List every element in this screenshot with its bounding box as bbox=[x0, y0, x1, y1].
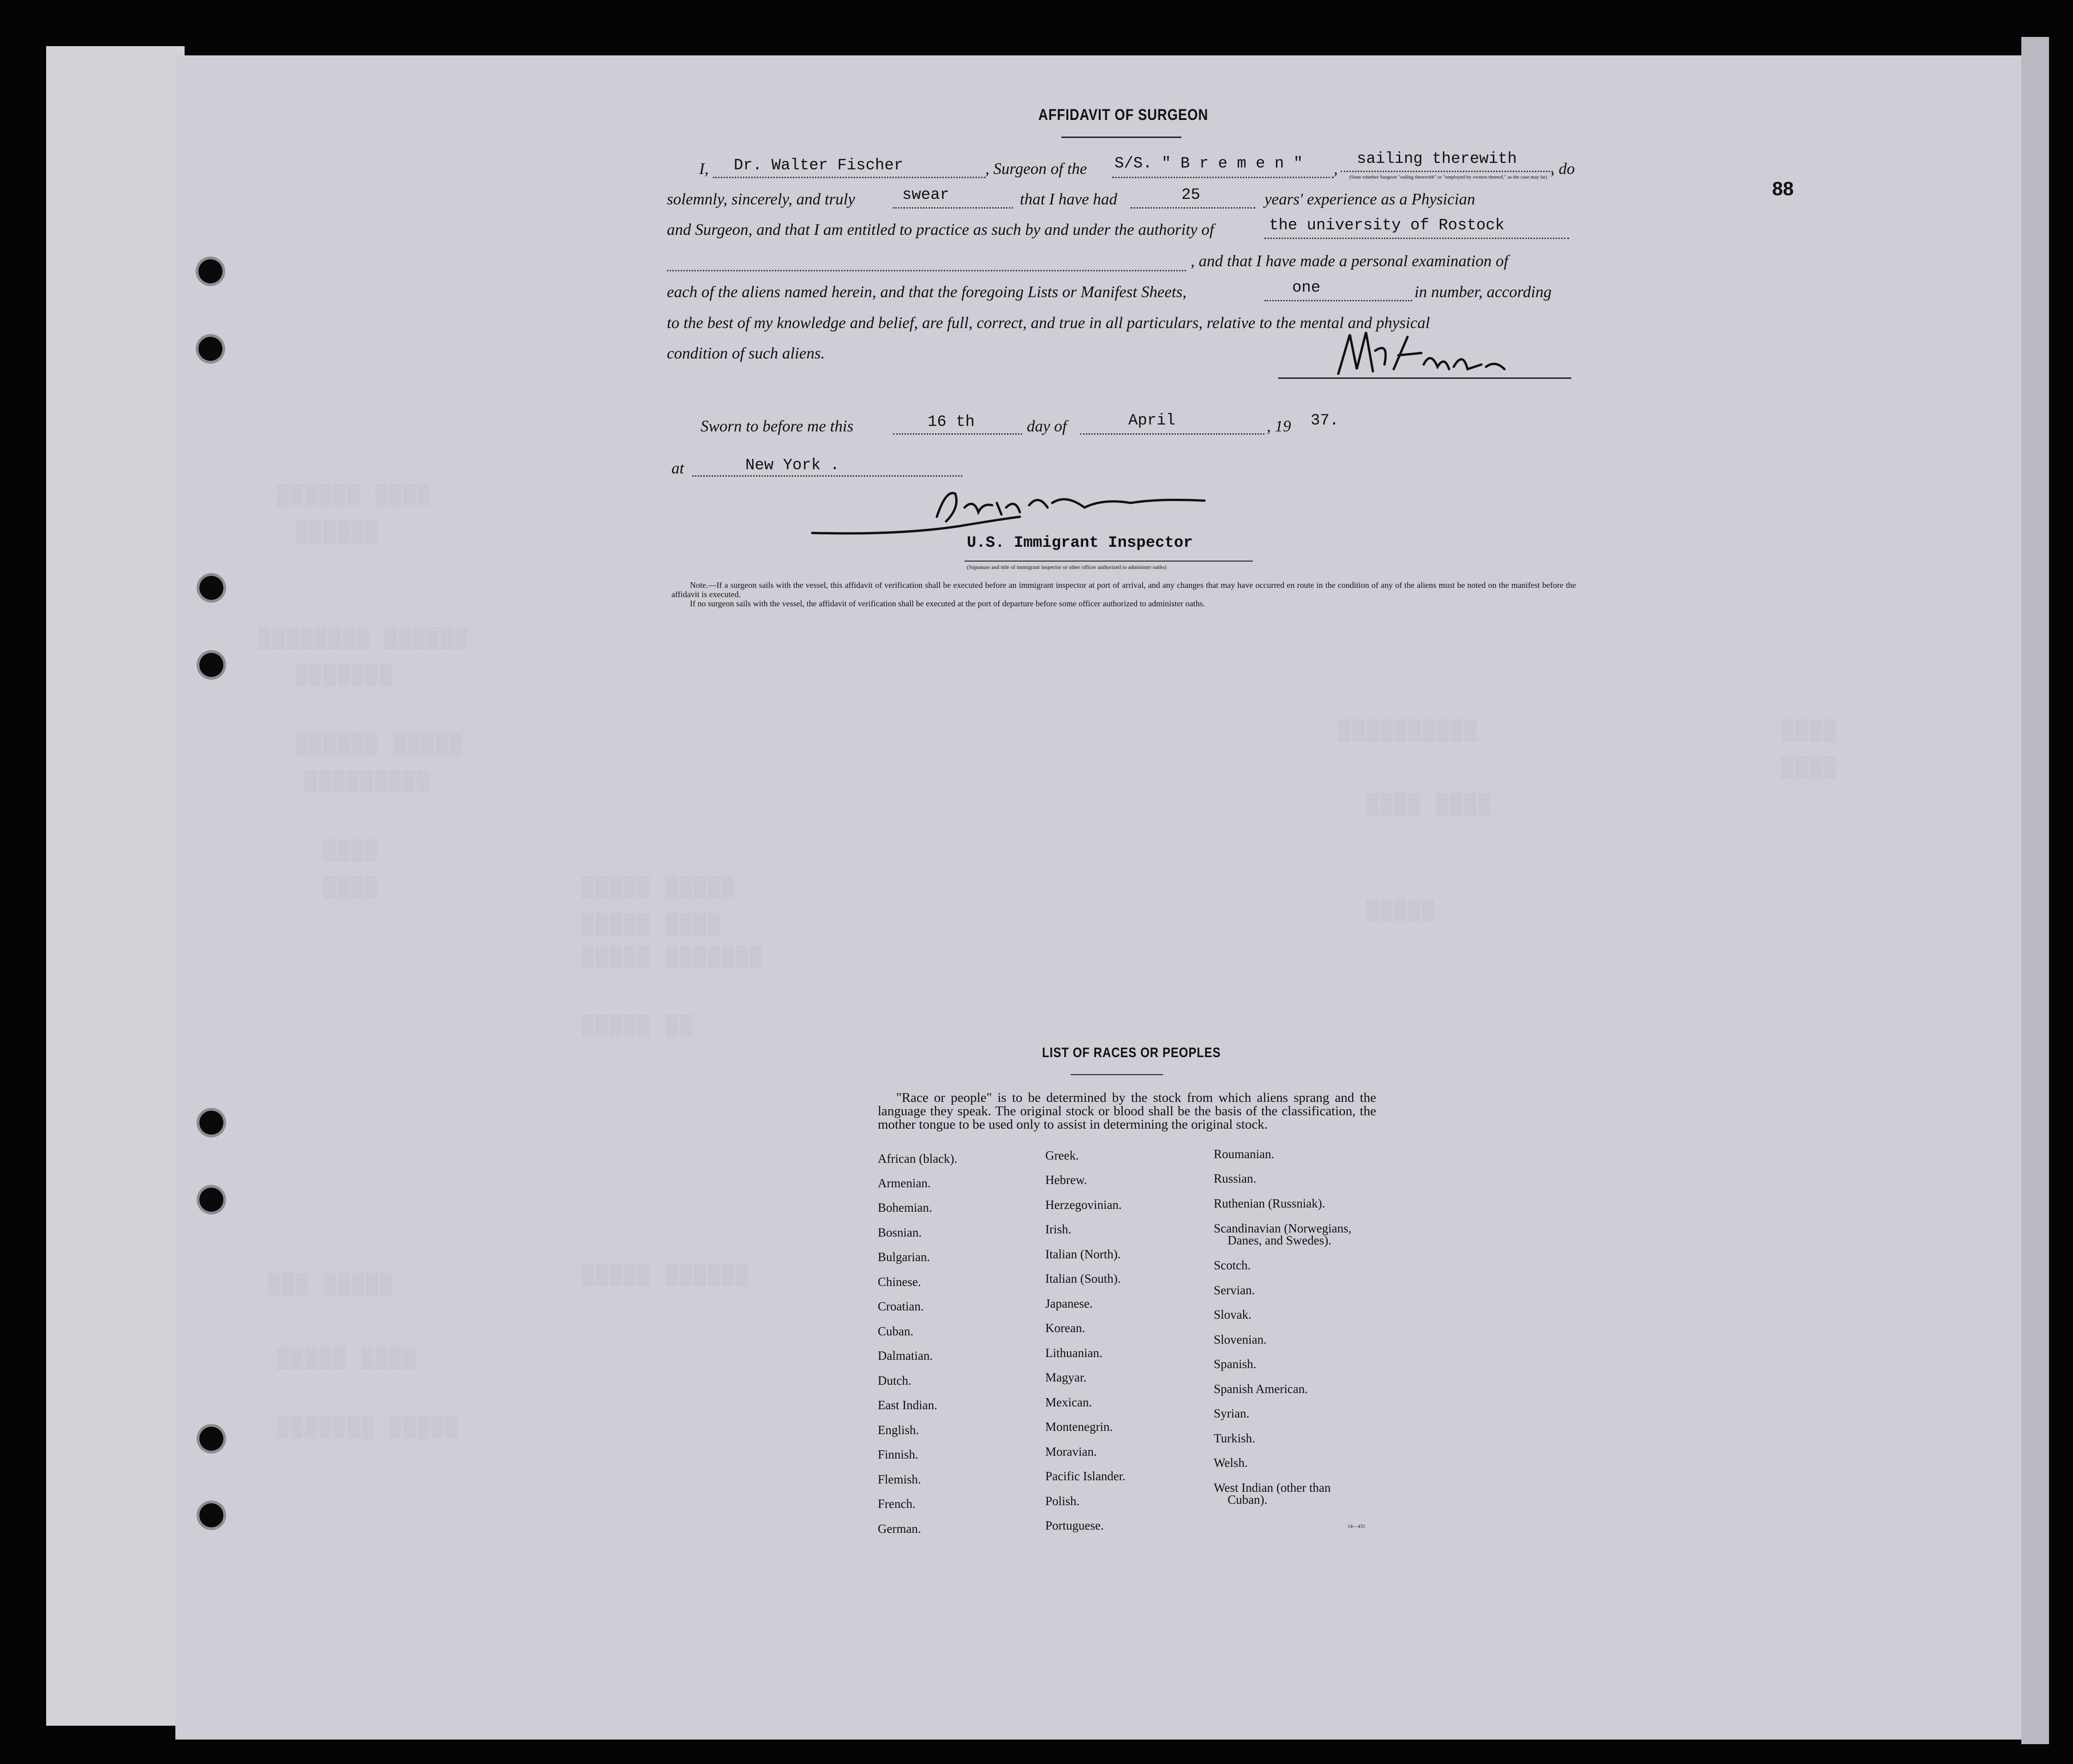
inspector-line bbox=[965, 561, 1253, 562]
manifest-page bbox=[175, 55, 2035, 1740]
race-item: Portuguese. bbox=[1045, 1519, 1104, 1532]
swear-line bbox=[893, 207, 1013, 209]
race-item: Flemish. bbox=[878, 1472, 921, 1486]
race-item: Danes, and Swedes). bbox=[1228, 1233, 1331, 1247]
race-item: Pacific Islander. bbox=[1045, 1469, 1126, 1483]
knowledge-text: to the best of my knowledge and belief, are full, correct, and true in all particulars, relative to the mental and physical bbox=[667, 314, 1430, 332]
at-label: at bbox=[671, 459, 684, 477]
race-item: Italian (South). bbox=[1045, 1272, 1121, 1286]
race-item: Slovak. bbox=[1214, 1308, 1252, 1322]
sworn-month: April bbox=[1128, 412, 1176, 430]
do-label: , do bbox=[1551, 160, 1575, 178]
race-item: East Indian. bbox=[878, 1398, 937, 1412]
sailing-status-note: (State whether Surgeon "sailing therewith" or "employed by owners thereof," as the case may be) bbox=[1349, 174, 1547, 180]
race-item: Bosnian. bbox=[878, 1226, 922, 1239]
race-item: English. bbox=[878, 1423, 919, 1437]
race-item: Scotch. bbox=[1214, 1258, 1251, 1272]
race-item: Armenian. bbox=[878, 1176, 931, 1190]
surgeon-name: Dr. Walter Fischer bbox=[734, 157, 904, 174]
sworn-text: Sworn to before me this bbox=[701, 417, 854, 435]
race-item: Cuban). bbox=[1228, 1493, 1268, 1507]
race-item: Turkish. bbox=[1214, 1431, 1255, 1445]
race-item: Cuban. bbox=[878, 1324, 914, 1338]
surgeon-of-label: , Surgeon of the bbox=[985, 160, 1087, 178]
affidavit-i-label: I, bbox=[699, 160, 709, 178]
binder-hole bbox=[199, 653, 223, 677]
race-item: Mexican. bbox=[1045, 1395, 1092, 1409]
races-intro: "Race or people" is to be determined by the stock from which aliens sprang and the language they speak. The original stock or blood shall be the basis of the classification, the mother tongue to be used only to assist in determining the original stock. bbox=[878, 1090, 1376, 1132]
race-item: Magyar. bbox=[1045, 1370, 1087, 1384]
race-item: Greek. bbox=[1045, 1148, 1079, 1162]
race-item: Russian. bbox=[1214, 1172, 1257, 1185]
binder-hole bbox=[199, 1111, 223, 1135]
back-page-edge bbox=[46, 46, 185, 1726]
race-item: Spanish American. bbox=[1214, 1382, 1308, 1396]
race-item: Hebrew. bbox=[1045, 1173, 1087, 1187]
binder-hole bbox=[199, 576, 223, 600]
race-item: French. bbox=[878, 1497, 916, 1511]
races-title-underline bbox=[1071, 1074, 1163, 1075]
years-line bbox=[1131, 207, 1255, 209]
page-number: 88 bbox=[1772, 178, 1794, 199]
race-item: African (black). bbox=[878, 1152, 958, 1166]
race-item: Scandinavian (Norwegians, bbox=[1214, 1221, 1352, 1235]
race-item: Irish. bbox=[1045, 1222, 1072, 1236]
solemnly-text: solemnly, sincerely, and truly bbox=[667, 190, 855, 208]
race-item: Bulgarian. bbox=[878, 1250, 930, 1264]
inspector-signature bbox=[808, 480, 1223, 540]
authority-text: and Surgeon, and that I am entitled to practice as such by and under the authority of bbox=[667, 221, 1214, 239]
sheet-count-line bbox=[1264, 300, 1412, 301]
examination-text: , and that I have made a personal examination of bbox=[1191, 252, 1509, 270]
note-line-2: If no surgeon sails with the vessel, the affidavit of verification shall be executed at the port of departure before some officer authorized to administer oaths. bbox=[690, 599, 1205, 608]
race-item: Herzegovinian. bbox=[1045, 1198, 1122, 1212]
condition-text: condition of such aliens. bbox=[667, 344, 825, 362]
ship-name-line bbox=[1112, 177, 1334, 178]
race-item: Bohemian. bbox=[878, 1201, 932, 1214]
binder-hole bbox=[198, 337, 222, 361]
have-had-text: that I have had bbox=[1020, 190, 1117, 208]
race-item: Lithuanian. bbox=[1045, 1346, 1102, 1360]
years-experience: 25 bbox=[1181, 186, 1200, 204]
race-item: Moravian. bbox=[1045, 1445, 1097, 1459]
surgeon-signature bbox=[1329, 323, 1523, 383]
sworn-day: 16 th bbox=[928, 413, 975, 431]
race-item: Roumanian. bbox=[1214, 1147, 1275, 1161]
binder-hole bbox=[199, 1503, 223, 1527]
authority-line-2 bbox=[667, 270, 1186, 271]
binder-hole bbox=[199, 1188, 223, 1212]
race-item: Finnish. bbox=[878, 1447, 918, 1461]
races-title: LIST OF RACES OR PEOPLES bbox=[1042, 1045, 1221, 1060]
authority: the university of Rostock bbox=[1269, 217, 1505, 234]
authority-line bbox=[1264, 238, 1569, 239]
in-number-text: in number, according bbox=[1414, 283, 1552, 301]
title-underline bbox=[1061, 137, 1181, 138]
place-line bbox=[692, 475, 962, 477]
sworn-year: 37. bbox=[1311, 412, 1339, 430]
form-code: 14—431 bbox=[1348, 1524, 1366, 1529]
day-of-text: day of bbox=[1027, 417, 1067, 435]
race-item: Slovenian. bbox=[1214, 1333, 1267, 1346]
affidavit-title: AFFIDAVIT OF SURGEON bbox=[1038, 106, 1209, 124]
race-item: Polish. bbox=[1045, 1494, 1080, 1508]
manifest-sheets-text: each of the aliens named herein, and that the foregoing Lists or Manifest Sheets, bbox=[667, 283, 1187, 301]
sheet-count: one bbox=[1292, 279, 1321, 297]
race-item: Montenegrin. bbox=[1045, 1420, 1113, 1434]
race-item: Dutch. bbox=[878, 1374, 911, 1387]
affidavit-note bbox=[671, 580, 1576, 608]
race-item: Syrian. bbox=[1214, 1406, 1250, 1420]
sworn-month-line bbox=[1080, 433, 1264, 435]
race-item: Italian (North). bbox=[1045, 1247, 1121, 1261]
race-item: Ruthenian (Russniak). bbox=[1214, 1196, 1325, 1210]
race-item: Croatian. bbox=[878, 1299, 924, 1313]
oath-type: swear bbox=[902, 186, 950, 204]
note-line-1: Note.—If a surgeon sails with the vessel, this affidavit of verification shall be executed before an immigrant inspector at port of arrival, and any changes that may have occurred en route in the condition of any of the aliens must be noted on the manifest before the affidavit is executed. bbox=[671, 580, 1576, 599]
experience-text: years' experience as a Physician bbox=[1264, 190, 1475, 208]
inspector-title: U.S. Immigrant Inspector bbox=[967, 534, 1193, 552]
race-item: Servian. bbox=[1214, 1283, 1255, 1297]
sworn-place: New York . bbox=[745, 457, 840, 474]
binder-hole bbox=[199, 1427, 223, 1451]
race-item: German. bbox=[878, 1522, 921, 1536]
inspector-caption: (Signature and title of immigrant inspector or other officer authorized to administer oaths) bbox=[967, 564, 1167, 570]
sailing-status: sailing therewith bbox=[1357, 150, 1517, 168]
comma-1: , bbox=[1334, 160, 1338, 178]
surgeon-signature-line bbox=[1278, 377, 1571, 379]
race-item: Dalmatian. bbox=[878, 1349, 933, 1363]
race-item: Korean. bbox=[1045, 1321, 1085, 1335]
ship-name: S/S. " B r e m e n " bbox=[1114, 155, 1303, 173]
binder-hole bbox=[198, 259, 222, 283]
race-item: Japanese. bbox=[1045, 1297, 1093, 1310]
race-item: Spanish. bbox=[1214, 1357, 1257, 1371]
sailing-status-line bbox=[1341, 171, 1553, 172]
race-item: Chinese. bbox=[878, 1275, 921, 1289]
race-item: Welsh. bbox=[1214, 1456, 1248, 1470]
race-item: West Indian (other than bbox=[1214, 1481, 1331, 1495]
page-right-edge bbox=[2021, 37, 2049, 1744]
year-prefix: , 19 bbox=[1267, 417, 1291, 435]
surgeon-name-line bbox=[713, 177, 985, 178]
sworn-day-line bbox=[893, 433, 1022, 435]
